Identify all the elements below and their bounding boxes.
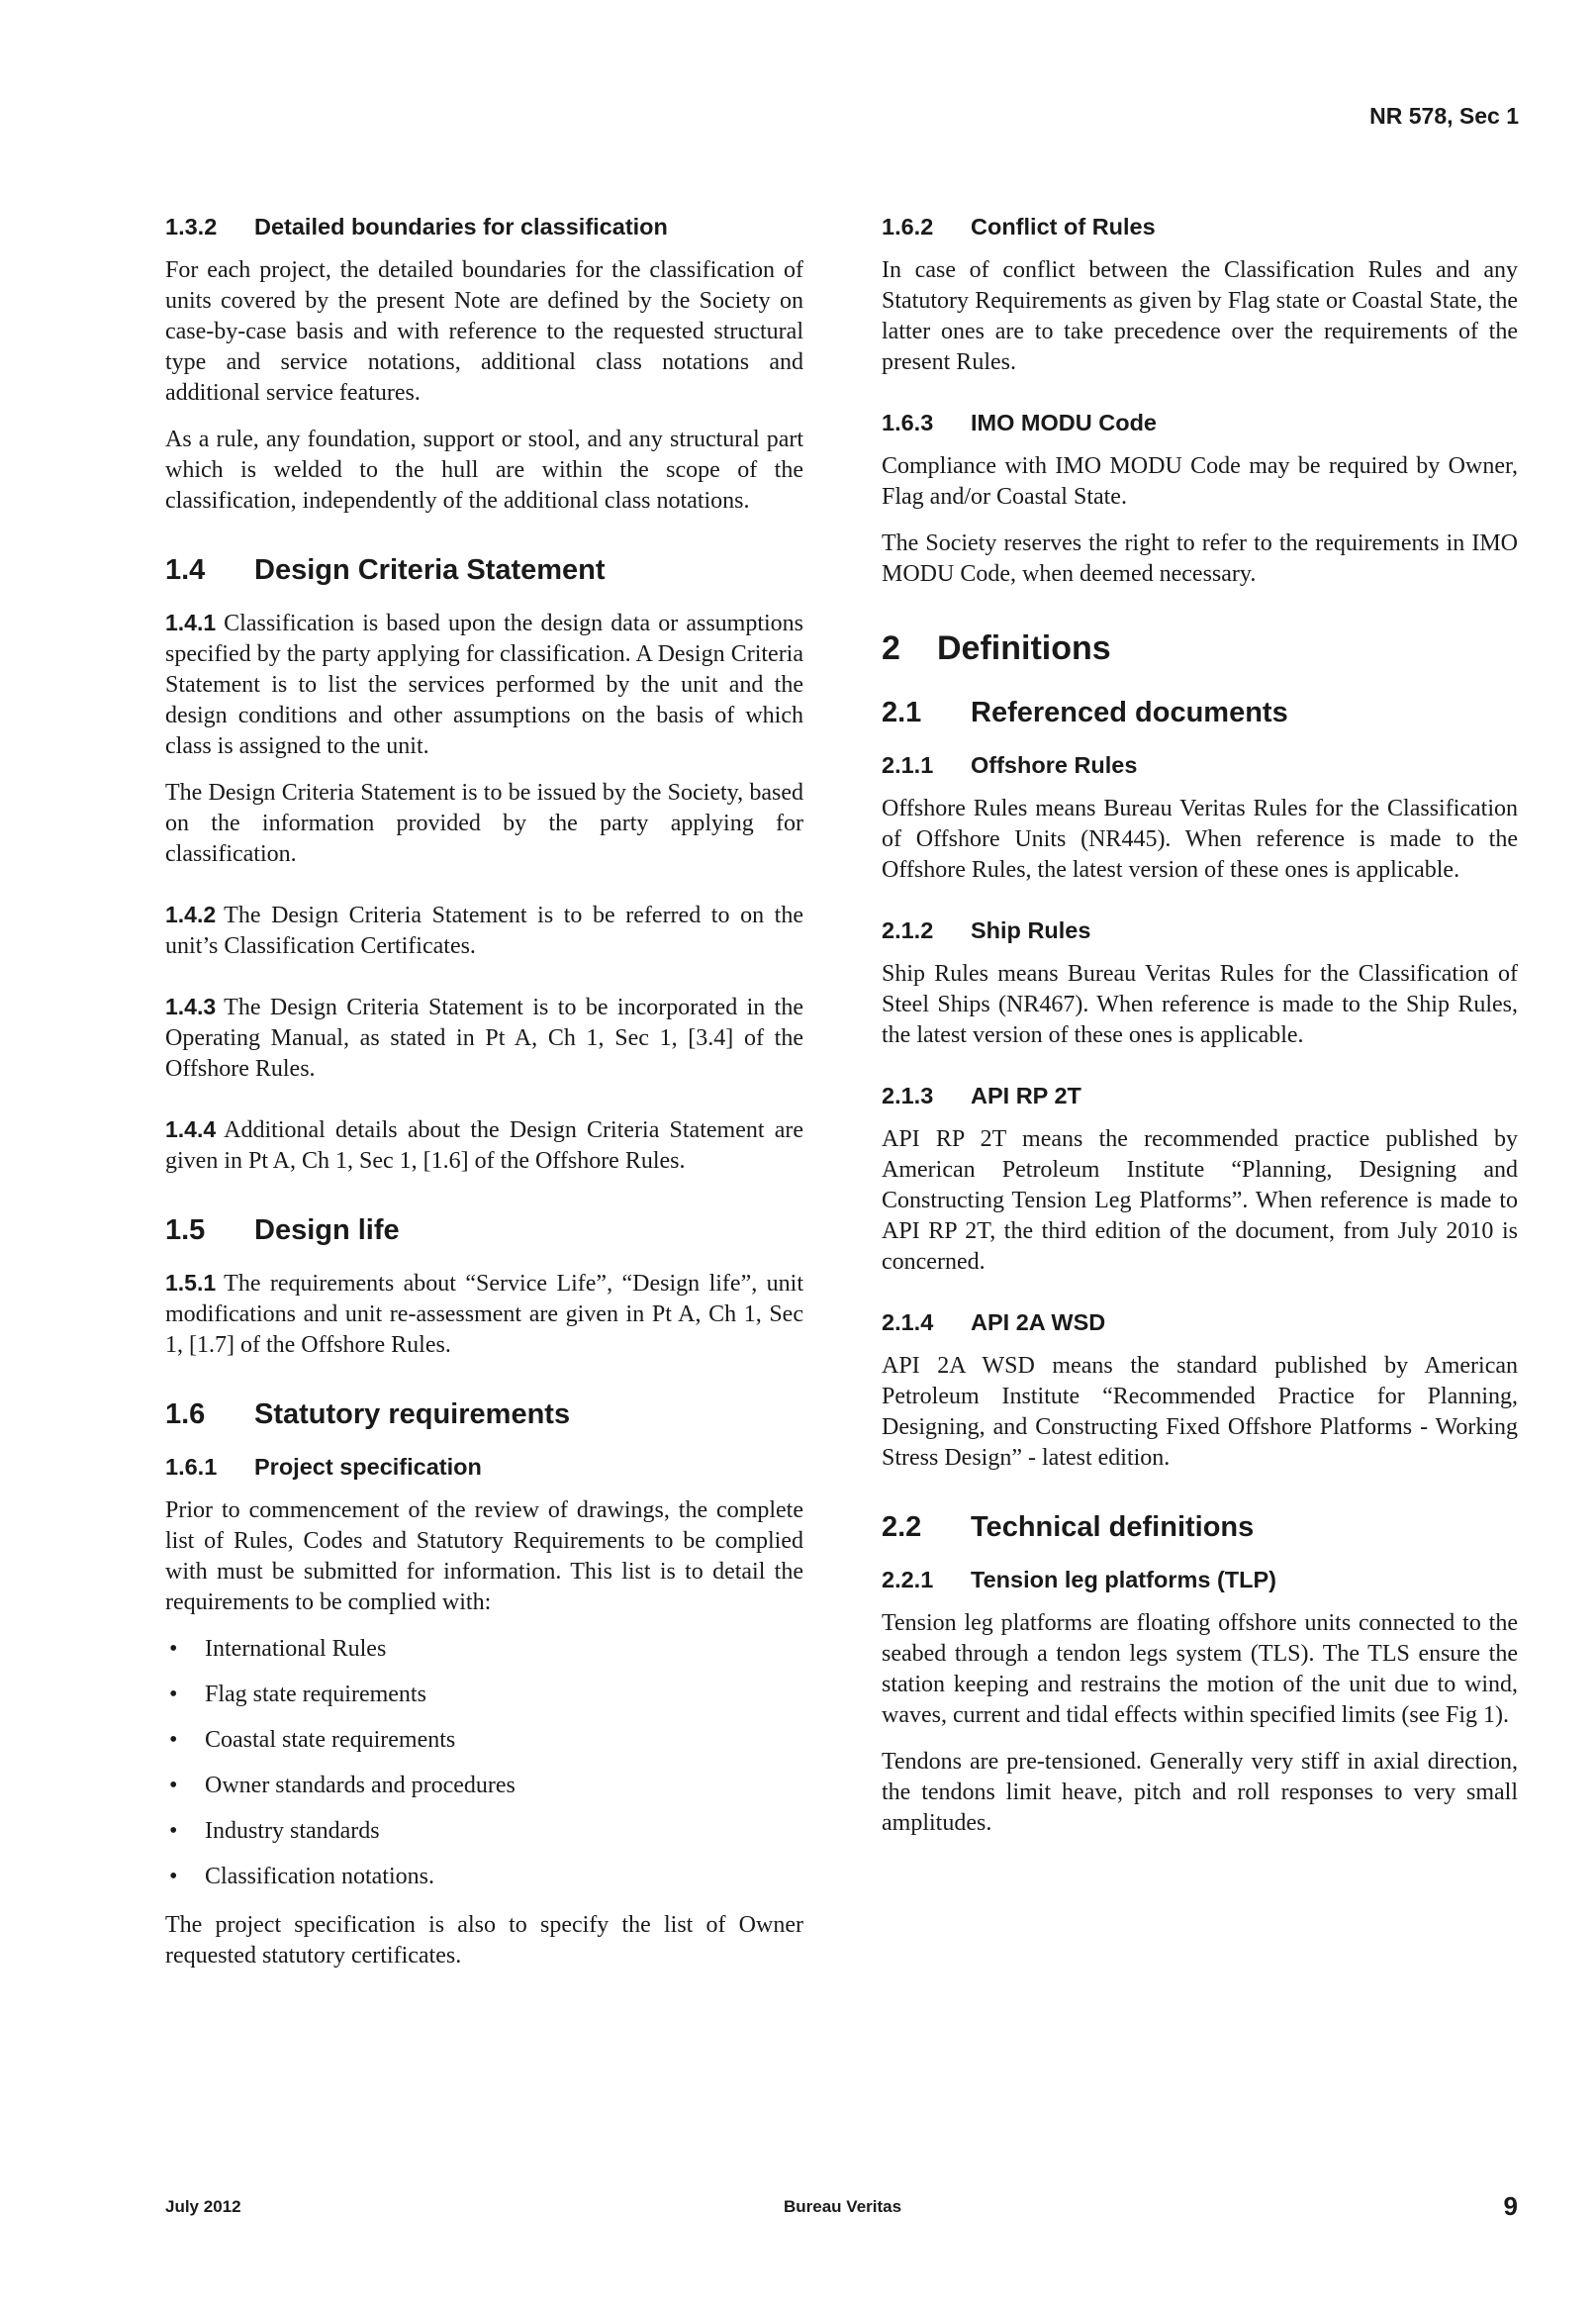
paragraph: Ship Rules means Bureau Veritas Rules for the Classification of Steel Ships (NR467). When reference is made to the Ship Rules, the latest version of these ones is applicable.	[882, 961, 1518, 1048]
paragraph-1-5-1	[165, 1268, 803, 1361]
paragraph: API RP 2T means the recommended practice published by American Petroleum Institute “Planning, Designing and Constructing Tension Leg Platforms”. When reference is made to API RP 2T, the third edition of the document, from July 2010 is concerned.	[882, 1126, 1518, 1275]
section-number: 1.6	[165, 1398, 206, 1430]
left-column	[165, 212, 803, 1987]
paragraph-number: 1.4.4	[165, 1116, 217, 1142]
section-title: Ship Rules	[971, 917, 1091, 943]
paragraph: Offshore Rules means Bureau Veritas Rules for the Classification of Offshore Units (NR445). When reference is made to the Offshore Rules, the latest version of these ones is applicable.	[882, 796, 1518, 883]
paragraph-text: The requirements about “Service Life”, “Design life”, unit modifications and unit re-assessment are given in Pt A, Ch 1, Sec 1, [1.7] of the Offshore Rules.	[165, 1271, 803, 1358]
heading-2-1-1	[882, 750, 1518, 780]
heading-1-4	[165, 552, 803, 588]
section-title: Statutory requirements	[254, 1398, 571, 1430]
list-item: • International Rules	[165, 1634, 803, 1665]
section-title: Conflict of Rules	[971, 214, 1156, 240]
section-title: Detailed boundaries for classification	[254, 214, 668, 240]
heading-1-6-1	[165, 1452, 803, 1482]
paragraph-text: The Design Criteria Statement is to be incorporated in the Operating Manual, as stated in Pt A, Ch 1, Sec 1, [3.4] of the Offshore Rules.	[165, 995, 803, 1082]
section-title: Design Criteria Statement	[254, 554, 606, 586]
paragraph: The Design Criteria Statement is to be issued by the Society, based on the information provided by the party applying for classification.	[165, 780, 803, 867]
heading-2-1-2	[882, 915, 1518, 945]
section-title: API 2A WSD	[971, 1309, 1106, 1335]
section-title: IMO MODU Code	[971, 410, 1157, 435]
section-number: 2.1.4	[882, 1309, 934, 1335]
footer-publisher: Bureau Veritas	[784, 2197, 902, 2216]
list-item: • Flag state requirements	[165, 1680, 803, 1710]
paragraph: Prior to commencement of the review of drawings, the complete list of Rules, Codes and Statutory Requirements to be complied with must be submitted for information. This list is to detail the requirements to be complied with:	[165, 1497, 803, 1615]
page-number: 9	[1503, 2191, 1518, 2221]
heading-1-3-2	[165, 212, 803, 241]
paragraph-number: 1.4.1	[165, 610, 217, 635]
section-number: 2.1.3	[882, 1083, 934, 1108]
list-item: • Owner standards and procedures	[165, 1771, 803, 1801]
section-title: Technical definitions	[971, 1511, 1255, 1543]
paragraph-1-4-4	[165, 1114, 803, 1177]
section-title: Tension leg platforms (TLP)	[971, 1567, 1276, 1592]
footer-date: July 2012	[165, 2197, 241, 2216]
paragraph: The Society reserves the right to refer to the requirements in IMO MODU Code, when deemed necessary.	[882, 530, 1518, 587]
list-item: • Classification notations.	[165, 1862, 803, 1892]
paragraph-text: Classification is based upon the design data or assumptions specified by the party applying for classification. A Design Criteria Statement is to list the services performed by the unit and the design conditions and other assumptions on the basis of which class is assigned to the unit.	[165, 611, 803, 759]
paragraph-number: 1.4.3	[165, 994, 217, 1019]
section-number: 2.1	[882, 697, 922, 728]
right-column	[882, 212, 1518, 1855]
paragraph: API 2A WSD means the standard published by American Petroleum Institute “Recommended Practice for Planning, Designing, and Constructing Fixed Offshore Platforms - Working Stress Design” - latest edition.	[882, 1353, 1518, 1471]
section-title: API RP 2T	[971, 1083, 1081, 1108]
section-number: 2.2	[882, 1511, 922, 1543]
heading-2-2-1	[882, 1565, 1518, 1594]
section-title: Design life	[254, 1214, 400, 1246]
paragraph-1-4-2	[165, 900, 803, 962]
section-number: 1.6.1	[165, 1454, 218, 1480]
section-number: 2.1.1	[882, 752, 934, 778]
paragraph-number: 1.4.2	[165, 902, 217, 927]
paragraph: In case of conflict between the Classification Rules and any Statutory Requirements as given by Flag state or Coastal State, the latter ones are to take precedence over the requirements of the present Rules.	[882, 257, 1518, 375]
page-footer	[165, 2191, 1518, 2231]
section-title: Offshore Rules	[971, 752, 1138, 778]
section-number: 1.3.2	[165, 214, 218, 240]
heading-2	[882, 627, 1518, 669]
section-number: 1.5	[165, 1214, 206, 1246]
section-title: Referenced documents	[971, 697, 1288, 728]
heading-2-1-3	[882, 1081, 1518, 1110]
section-number: 1.6.3	[882, 410, 934, 435]
paragraph-number: 1.5.1	[165, 1270, 217, 1296]
section-number: 2	[882, 629, 900, 667]
paragraph-text: The Design Criteria Statement is to be referred to on the unit’s Classification Certificates.	[165, 903, 803, 959]
requirements-list	[165, 1634, 803, 1892]
paragraph: Compliance with IMO MODU Code may be required by Owner, Flag and/or Coastal State.	[882, 453, 1518, 510]
paragraph: The project specification is also to specify the list of Owner requested statutory certificates.	[165, 1912, 803, 1969]
section-title: Definitions	[937, 629, 1111, 667]
section-number: 1.6.2	[882, 214, 934, 240]
list-item: • Coastal state requirements	[165, 1725, 803, 1756]
paragraph: For each project, the detailed boundaries for the classification of units covered by the present Note are defined by the Society on case-by-case basis and with reference to the requested structural type and service notations, additional class notations and additional service features.	[165, 257, 803, 406]
heading-2-1-4	[882, 1307, 1518, 1337]
paragraph: As a rule, any foundation, support or stool, and any structural part which is welded to the hull are within the scope of the classification, independently of the additional class notations.	[165, 427, 803, 514]
heading-1-5	[165, 1212, 803, 1248]
section-title: Project specification	[254, 1454, 482, 1480]
section-number: 2.1.2	[882, 917, 934, 943]
heading-2-2	[882, 1509, 1518, 1545]
heading-2-1	[882, 695, 1518, 730]
heading-1-6-3	[882, 408, 1518, 437]
heading-1-6	[165, 1396, 803, 1432]
heading-1-6-2	[882, 212, 1518, 241]
section-number: 1.4	[165, 554, 206, 586]
paragraph: Tendons are pre-tensioned. Generally very stiff in axial direction, the tendons limit heave, pitch and roll responses to very small amplitudes.	[882, 1749, 1518, 1836]
list-item: • Industry standards	[165, 1816, 803, 1847]
section-number: 2.2.1	[882, 1567, 934, 1592]
paragraph-1-4-3	[165, 992, 803, 1085]
paragraph-text: Additional details about the Design Criteria Statement are given in Pt A, Ch 1, Sec 1, [1.6] of the Offshore Rules.	[165, 1117, 803, 1174]
header-doc-ref: NR 578, Sec 1	[1369, 103, 1519, 129]
paragraph-1-4-1	[165, 608, 803, 762]
paragraph: Tension leg platforms are floating offshore units connected to the seabed through a tendon legs system (TLS). The TLS ensure the station keeping and restrains the motion of the unit due to wind, waves, current and tidal effects within specified limits (see Fig 1).	[882, 1610, 1518, 1728]
